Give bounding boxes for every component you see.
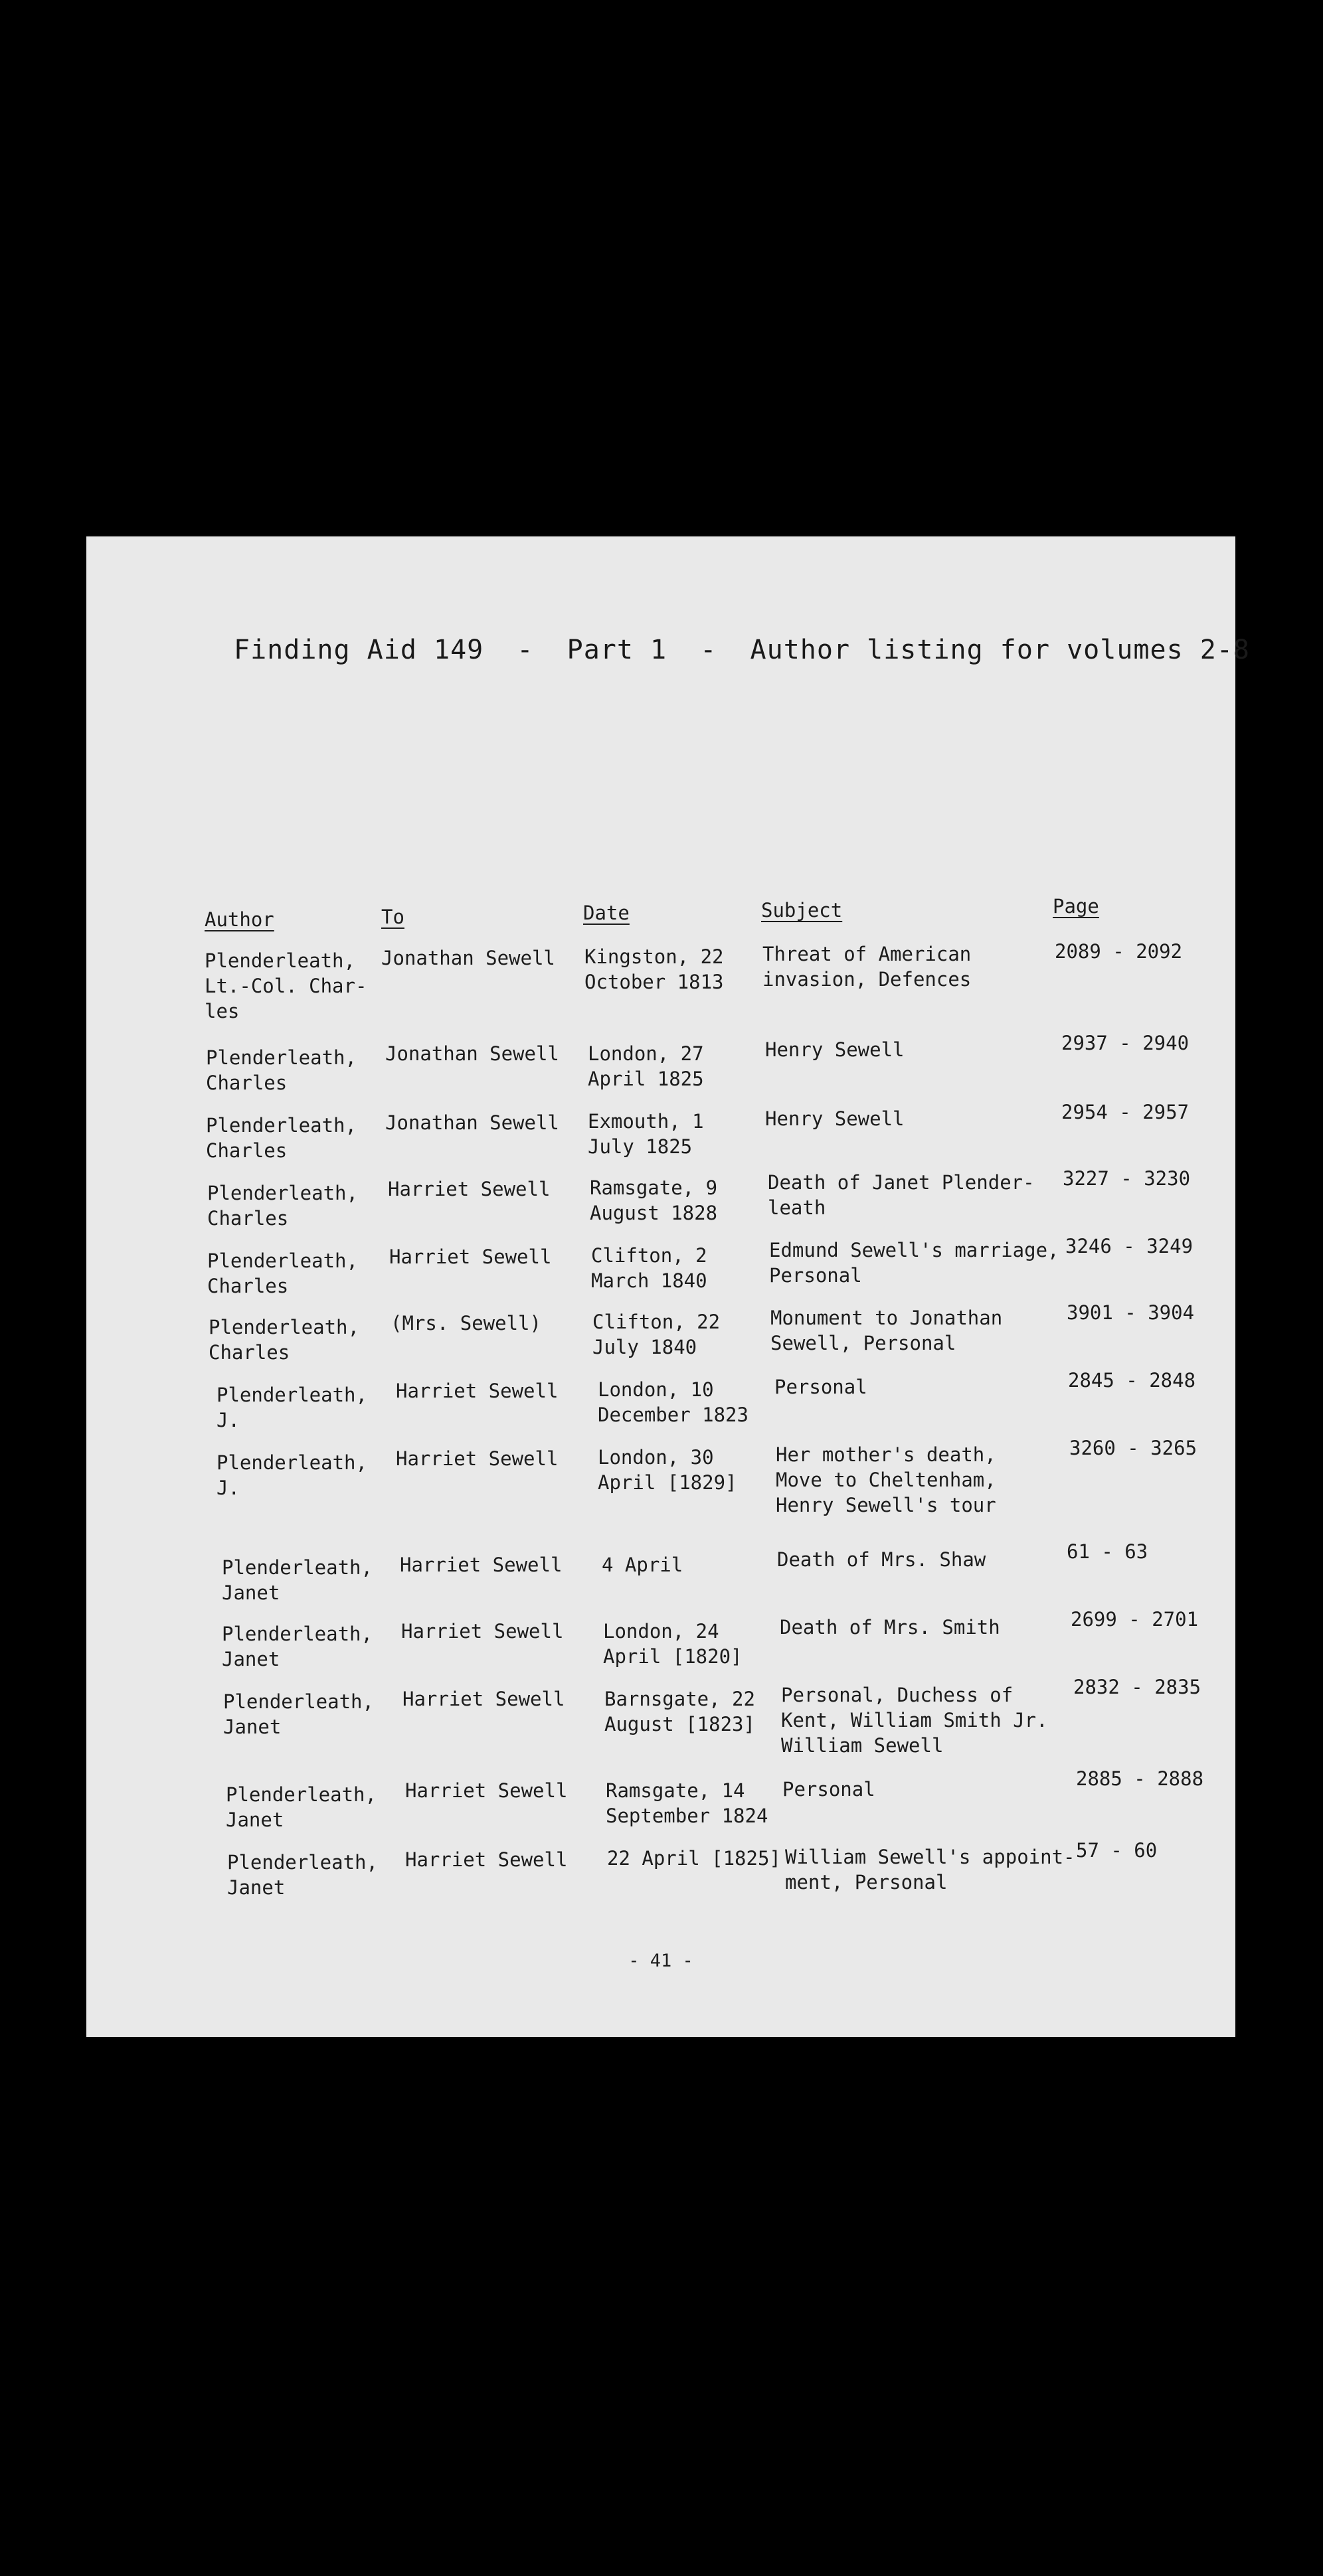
row-12-subject: William Sewell's appoint- ment, Personal [785, 1846, 1075, 1893]
row-2-author: Plenderleath, Charles [206, 1114, 357, 1162]
row-9-page: 2699 - 2701 [1071, 1608, 1199, 1631]
row-1-date: London, 27 April 1825 [588, 1042, 704, 1090]
row-6-to: Harriet Sewell [396, 1380, 559, 1402]
row-2-page: 2954 - 2957 [1061, 1101, 1190, 1123]
row-4-date: Clifton, 2 March 1840 [591, 1244, 707, 1292]
row-7-page: 3260 - 3265 [1069, 1437, 1197, 1459]
row-12-date: 22 April [1825] [607, 1847, 781, 1870]
row-2-date: Exmouth, 1 July 1825 [588, 1110, 704, 1158]
header-subject: Subject [761, 899, 843, 922]
row-10-date: Barnsgate, 22 August [1823] [604, 1688, 755, 1735]
row-12-page: 57 - 60 [1076, 1839, 1158, 1862]
row-6-date: London, 10 December 1823 [598, 1378, 749, 1426]
row-3-page: 3227 - 3230 [1063, 1167, 1191, 1190]
row-0-author: Plenderleath, Lt.-Col. Char- les [205, 949, 367, 1022]
row-5-page: 3901 - 3904 [1067, 1301, 1195, 1324]
row-4-to: Harriet Sewell [389, 1246, 552, 1268]
row-9-date: London, 24 April [1820] [603, 1620, 743, 1668]
row-7-to: Harriet Sewell [396, 1447, 559, 1470]
row-9-author: Plenderleath, Janet [222, 1623, 373, 1670]
row-6-subject: Personal [774, 1376, 867, 1398]
header-date: Date [583, 902, 630, 924]
row-0-to: Jonathan Sewell [381, 947, 555, 969]
row-8-to: Harriet Sewell [400, 1554, 563, 1576]
row-8-author: Plenderleath, Janet [222, 1556, 373, 1604]
row-8-subject: Death of Mrs. Shaw [777, 1548, 986, 1571]
row-5-date: Clifton, 22 July 1840 [592, 1311, 721, 1358]
row-1-page: 2937 - 2940 [1061, 1032, 1190, 1054]
row-11-page: 2885 - 2888 [1076, 1767, 1204, 1790]
row-1-to: Jonathan Sewell [385, 1042, 559, 1065]
row-9-to: Harriet Sewell [401, 1620, 564, 1643]
row-7-author: Plenderleath, J. [217, 1451, 367, 1499]
row-3-author: Plenderleath, Charles [207, 1182, 358, 1230]
row-0-subject: Threat of American invasion, Defences [762, 943, 972, 991]
row-2-to: Jonathan Sewell [385, 1111, 559, 1134]
row-5-author: Plenderleath, Charles [209, 1316, 359, 1364]
scanned-page [86, 536, 1251, 2037]
row-10-page: 2832 - 2835 [1073, 1676, 1201, 1698]
row-6-author: Plenderleath, J. [217, 1384, 367, 1431]
header-author: Author [205, 908, 274, 931]
document-title: Finding Aid 149 - Part 1 - Author listing for volumes 2-8 [234, 635, 1251, 665]
row-3-subject: Death of Janet Plender- leath [768, 1171, 1035, 1219]
row-7-date: London, 30 April [1829] [598, 1446, 737, 1494]
row-5-to: (Mrs. Sewell) [391, 1312, 541, 1334]
row-0-date: Kingston, 22 October 1813 [584, 945, 724, 993]
row-0-page: 2089 - 2092 [1055, 940, 1183, 963]
row-11-subject: Personal [782, 1778, 875, 1801]
row-4-page: 3246 - 3249 [1065, 1235, 1193, 1257]
row-11-date: Ramsgate, 14 September 1824 [606, 1779, 768, 1827]
row-6-page: 2845 - 2848 [1068, 1369, 1196, 1392]
row-10-subject: Personal, Duchess of Kent, William Smith Jr. William Sewell [781, 1684, 1048, 1757]
row-10-to: Harriet Sewell [402, 1688, 565, 1710]
row-12-author: Plenderleath, Janet [227, 1851, 378, 1899]
row-4-subject: Edmund Sewell's marriage, Personal [769, 1239, 1059, 1287]
row-8-date: 4 April [602, 1554, 683, 1576]
row-8-page: 61 - 63 [1067, 1540, 1148, 1563]
page-number: - 41 - [628, 1951, 693, 1971]
row-2-subject: Henry Sewell [765, 1107, 905, 1130]
row-1-subject: Henry Sewell [765, 1038, 905, 1061]
row-9-subject: Death of Mrs. Smith [780, 1616, 1000, 1639]
row-10-author: Plenderleath, Janet [223, 1690, 374, 1738]
row-7-subject: Her mother's death, Move to Cheltenham, Henry Sewell's tour [776, 1443, 996, 1516]
header-page: Page [1053, 895, 1099, 918]
row-1-author: Plenderleath, Charles [206, 1046, 357, 1094]
row-3-to: Harriet Sewell [388, 1178, 551, 1200]
header-to: To [381, 906, 404, 928]
row-5-subject: Monument to Jonathan Sewell, Personal [770, 1307, 1003, 1354]
row-11-to: Harriet Sewell [405, 1779, 568, 1802]
row-4-author: Plenderleath, Charles [207, 1249, 358, 1297]
row-12-to: Harriet Sewell [405, 1848, 568, 1871]
row-11-author: Plenderleath, Janet [226, 1783, 377, 1831]
row-3-date: Ramsgate, 9 August 1828 [590, 1176, 718, 1224]
